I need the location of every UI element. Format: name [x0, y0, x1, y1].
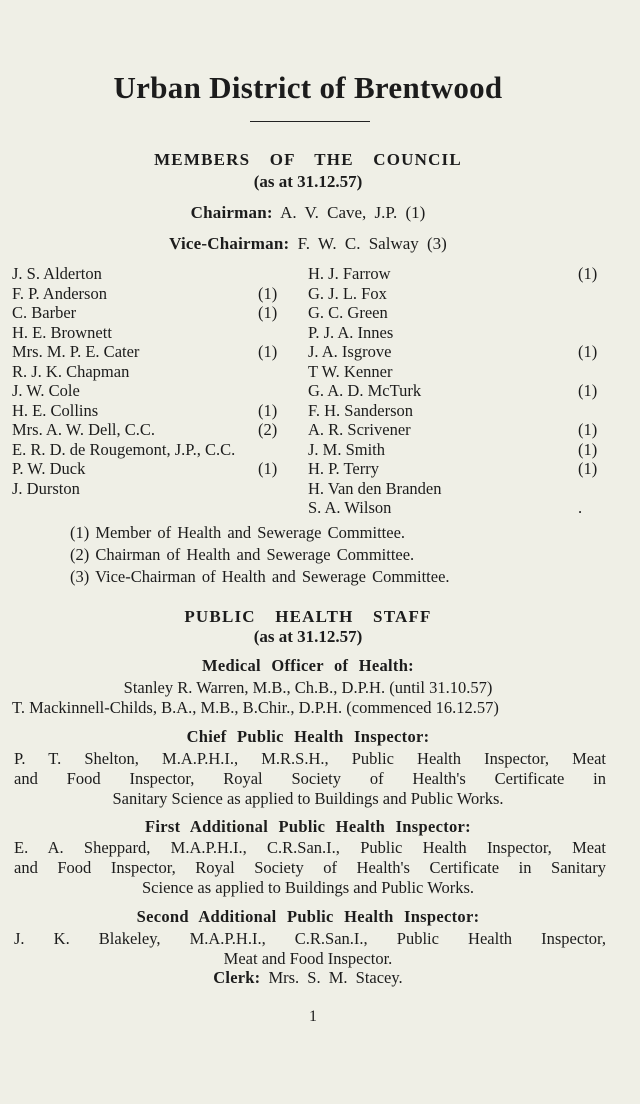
chairman-label: Chairman: — [190, 203, 273, 222]
staff-heading: PUBLIC HEALTH STAFF — [184, 607, 432, 626]
list-item: P. J. A. Innes — [308, 322, 394, 342]
cphi-line-3: Sanitary Science as applied to Buildings and Public Works. — [112, 789, 504, 808]
list-item: J. Durston — [12, 478, 80, 498]
members-left-column — [12, 264, 292, 498]
clerk-value: Mrs. S. M. Stacey. — [268, 968, 403, 987]
cphi-line-1: P. T. Shelton, M.A.P.H.I., M.R.S.H., Public Health Inspector, Meat — [14, 749, 606, 768]
cphi-heading: Chief Public Health Inspector: — [186, 727, 430, 746]
list-item: H. E. Brownett — [12, 322, 112, 342]
first-additional-line-1: E. A. Sheppard, M.A.P.H.I., C.R.San.I., Public Health Inspector, Meat — [14, 838, 606, 857]
members-right-column — [308, 264, 608, 518]
list-item: A. R. Scrivener (1) — [308, 420, 598, 439]
list-item: J. M. Smith (1) — [308, 439, 598, 459]
moh-heading: Medical Officer of Health: — [202, 656, 414, 675]
vice-chairman-line — [0, 234, 616, 254]
list-item: G. A. D. McTurk (1) — [308, 381, 598, 400]
list-item: T W. Kenner — [308, 361, 393, 381]
list-item: Mrs. A. W. Dell, C.C. (2) — [12, 420, 278, 439]
second-additional-heading: Second Additional Public Health Inspector: — [136, 907, 480, 926]
first-additional-heading: First Additional Public Health Inspector: — [145, 817, 471, 836]
list-item: H. J. Farrow (1) — [308, 264, 598, 283]
list-item: C. Barber (1) — [12, 303, 278, 322]
first-additional-line-3: Science as applied to Buildings and Public Works. — [142, 878, 474, 897]
clerk-label: Clerk: — [213, 968, 261, 987]
second-additional-line-2: Meat and Food Inspector. — [223, 949, 393, 968]
page-title: Urban District of Brentwood — [113, 70, 503, 105]
chairman-value: A. V. Cave, J.P. (1) — [280, 203, 426, 222]
council-date: (as at 31.12.57) — [253, 172, 363, 191]
cphi-line-2: and Food Inspector, Royal Society of Health's Certificate in — [14, 769, 606, 788]
vice-chairman-label: Vice-Chairman: — [169, 234, 290, 253]
list-item: H. P. Terry (1) — [308, 459, 598, 478]
list-item: F. H. Sanderson — [308, 400, 414, 420]
list-item: G. J. L. Fox — [308, 283, 387, 303]
footnotes — [70, 522, 450, 588]
list-item: H. E. Collins (1) — [12, 400, 278, 420]
staff-date: (as at 31.12.57) — [253, 627, 363, 646]
list-item: J. A. Isgrove (1) — [308, 342, 598, 361]
second-additional-line-1: J. K. Blakeley, M.A.P.H.I., C.R.San.I., Public Health Inspector, — [14, 929, 606, 948]
footnote: (1) Member of Health and Sewerage Committee. — [70, 523, 406, 542]
moh-line-1: Stanley R. Warren, M.B., Ch.B., D.P.H. (until 31.10.57) — [123, 678, 493, 697]
list-item: E. R. D. de Rougemont, J.P., C.C. — [12, 439, 236, 459]
list-item: H. Van den Branden — [308, 478, 442, 498]
list-item: J. S. Alderton — [12, 264, 102, 283]
list-item: F. P. Anderson (1) — [12, 283, 278, 303]
list-item: S. A. Wilson . — [308, 498, 583, 517]
footnote: (3) Vice-Chairman of Health and Sewerage Committee. — [70, 567, 450, 586]
vice-chairman-value: F. W. C. Salway (3) — [297, 234, 447, 253]
title-divider — [250, 121, 370, 122]
footnote: (2) Chairman of Health and Sewerage Committee. — [70, 545, 415, 564]
first-additional-line-2: and Food Inspector, Royal Society of Health's Certificate in Sanitary — [14, 858, 606, 877]
list-item: P. W. Duck (1) — [12, 459, 278, 478]
list-item: Mrs. M. P. E. Cater (1) — [12, 342, 278, 361]
chairman-line — [0, 203, 616, 223]
list-item: G. C. Green — [308, 303, 388, 322]
moh-line-2: T. Mackinnell-Childs, B.A., M.B., B.Chir., D.P.H. (commenced 16.12.57) — [12, 698, 499, 717]
clerk-line — [0, 968, 616, 988]
council-heading: MEMBERS OF THE COUNCIL — [154, 150, 462, 169]
list-item: R. J. K. Chapman — [12, 361, 130, 381]
list-item: J. W. Cole — [12, 381, 80, 400]
page-number: 1 — [309, 1008, 317, 1025]
